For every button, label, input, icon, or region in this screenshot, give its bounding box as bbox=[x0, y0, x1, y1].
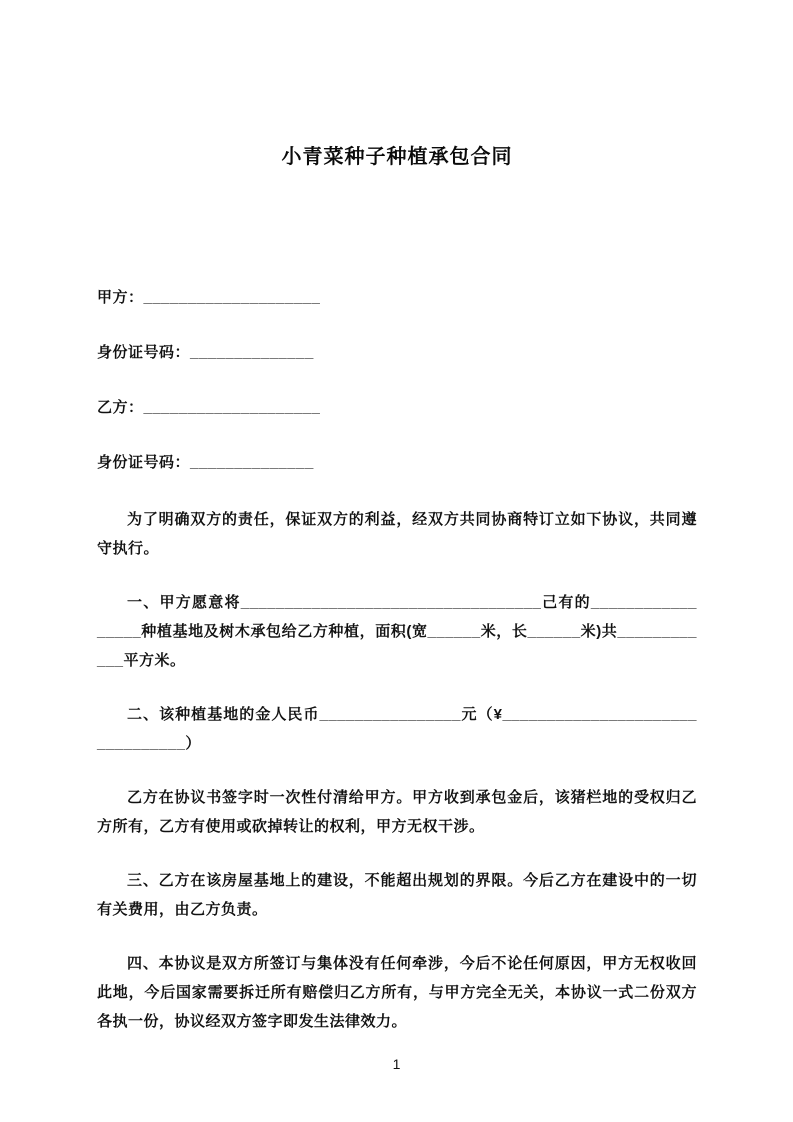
party-info-section bbox=[97, 285, 697, 476]
paragraph-clause-1: 一、甲方愿意将__________________________________己有的_________________种植基地及树木承包给乙方种植，面积(宽______米，长______米)共____________平方米。 bbox=[97, 594, 697, 669]
paragraph-clause-2-payment: 乙方在协议书签字时一次性付清给甲方。甲方收到承包金后，该猪栏地的受权归乙方所有，乙方有使用或砍掉转让的权利，甲方无权干涉。 bbox=[97, 789, 697, 835]
form-line-party-b-id-number: 身份证号码：______________ bbox=[97, 454, 314, 471]
form-line-party-b: 乙方：____________________ bbox=[97, 399, 321, 416]
paragraph-clause-4: 四、本协议是双方所签订与集体没有任何牵涉，今后不论任何原因，甲方无权收回此地，今后国家需要拆迁所有赔偿归乙方所有，与甲方完全无关，本协议一式二份双方各执一份，协议经双方签字即发生法律效力。 bbox=[97, 955, 697, 1030]
paragraph-clause-3: 三、乙方在该房屋基地上的建设，不能超出规划的界限。今后乙方在建设中的一切有关费用，由乙方负责。 bbox=[97, 872, 697, 918]
contract-body bbox=[97, 505, 697, 1036]
form-line-party-a: 甲方：____________________ bbox=[97, 289, 321, 306]
paragraph-clause-2: 二、该种植基地的金人民币________________元（¥________________________________） bbox=[97, 706, 697, 752]
paragraph-preamble: 为了明确双方的责任，保证双方的利益，经双方共同协商特订立如下协议，共同遵守执行。 bbox=[97, 511, 697, 557]
document-title: 小青菜种子种植承包合同 bbox=[281, 146, 513, 168]
page-number: 1 bbox=[392, 1056, 401, 1072]
form-line-party-a-id-number: 身份证号码：______________ bbox=[97, 344, 314, 361]
document-content bbox=[97, 0, 697, 1036]
